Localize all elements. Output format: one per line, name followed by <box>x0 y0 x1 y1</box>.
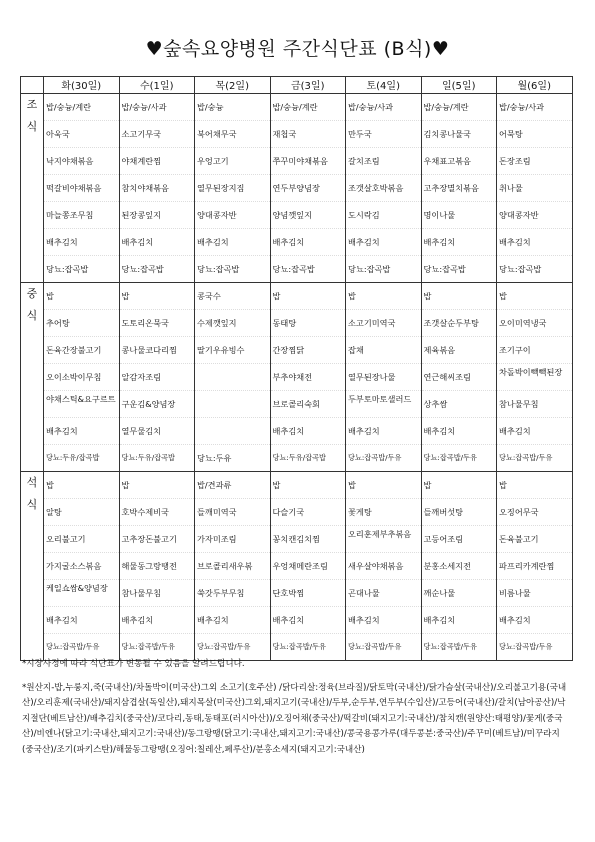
menu-item: 밥/견과류 <box>195 472 270 499</box>
menu-item: 배추김치 <box>497 418 572 445</box>
menu-item: 밥 <box>346 283 421 310</box>
menu-cell <box>44 94 120 283</box>
menu-cell <box>119 283 195 472</box>
menu-item: 배추김치 <box>44 418 119 445</box>
menu-item: 알탕 <box>44 499 119 526</box>
menu-item: 가자미조림 <box>195 526 270 553</box>
meal-label-char: 식 <box>26 498 38 511</box>
menu-item: 양념깻잎지 <box>271 202 346 229</box>
menu-item: 상추쌈 <box>422 391 497 418</box>
menu-item: 딸기우유빙수 <box>195 337 270 364</box>
menu-item: 양대콩자반 <box>497 202 572 229</box>
menu-item: 해물동그랑땡전 <box>120 553 195 580</box>
menu-item: 당뇨:잡곡밥 <box>499 264 542 274</box>
meal-label-char: 석 <box>26 476 38 489</box>
menu-item: 우엉채메란조림 <box>271 553 346 580</box>
menu-item: 가지굴소스볶음 <box>44 553 119 580</box>
notes-section <box>22 657 567 766</box>
menu-item: 명이나물 <box>422 202 497 229</box>
menu-item: 고추장멸치볶음 <box>422 175 497 202</box>
day-header: 화(30일) <box>44 77 120 94</box>
meal-row <box>21 94 573 283</box>
notice-text: *시장사정에 따라 식단표가 변동될 수 있음을 알려드립니다. <box>22 659 245 669</box>
menu-item: 알감자조림 <box>120 364 195 391</box>
menu-item: 배추김치 <box>422 418 497 445</box>
menu-item: 열무된장지짐 <box>195 175 270 202</box>
day-header: 일(5일) <box>421 77 497 94</box>
menu-item: 브로콜리새우볶 <box>195 553 270 580</box>
menu-item: 들깨미역국 <box>195 499 270 526</box>
menu-item: 배추김치 <box>120 607 195 634</box>
menu-item: 꽁치캔김치찜 <box>271 526 346 553</box>
menu-item: 밥/숭늉/사과 <box>346 94 421 121</box>
menu-item: 배추김치 <box>422 607 497 634</box>
meal-label-char: 식 <box>26 309 38 322</box>
menu-item: 호박수제비국 <box>120 499 195 526</box>
menu-item <box>195 364 270 391</box>
menu-cell <box>497 472 573 661</box>
menu-item: 간장찜닭 <box>271 337 346 364</box>
menu-item: 차돌박이빽빽된장 <box>497 364 572 391</box>
menu-item: 배추김치 <box>346 229 421 256</box>
page-title: ♥숲속요양병원 주간식단표 (B식)♥ <box>145 38 450 60</box>
menu-item: 배추김치 <box>346 418 421 445</box>
menu-item: 당뇨:잡곡밥/두유 <box>499 453 553 462</box>
menu-cell <box>119 94 195 283</box>
menu-item: 조갯살호박볶음 <box>346 175 421 202</box>
menu-item: 배추김치 <box>44 229 119 256</box>
meal-label-char: 조 <box>26 98 38 111</box>
menu-item: 밥 <box>120 472 195 499</box>
menu-item: 부추야채전 <box>271 364 346 391</box>
weekly-menu-table <box>20 76 573 661</box>
menu-cell <box>270 472 346 661</box>
menu-cell <box>195 94 271 283</box>
menu-item: 당뇨:잡곡밥/두유 <box>423 642 477 651</box>
menu-cell <box>195 472 271 661</box>
menu-item: 참나물무침 <box>497 391 572 418</box>
meal-label <box>21 472 44 661</box>
menu-item: 연두부양념장 <box>271 175 346 202</box>
menu-item: 밥/숭늉/사과 <box>497 94 572 121</box>
menu-item: 배추김치 <box>195 607 270 634</box>
menu-cell <box>44 283 120 472</box>
menu-item: 고등어조림 <box>422 526 497 553</box>
menu-cell <box>44 472 120 661</box>
menu-item: 오리불고기 <box>44 526 119 553</box>
menu-item: 참나물무침 <box>120 580 195 607</box>
day-header: 금(3일) <box>270 77 346 94</box>
menu-item: 당뇨:두유/잡곡밥 <box>121 453 175 462</box>
menu-cell <box>346 94 422 283</box>
menu-item: 고추장돈불고기 <box>120 526 195 553</box>
menu-item: 배추김치 <box>271 607 346 634</box>
meal-row <box>21 283 573 472</box>
menu-item: 돈육간장불고기 <box>44 337 119 364</box>
menu-item: 밥 <box>497 283 572 310</box>
menu-item: 밥/숭늉/계란 <box>422 94 497 121</box>
origin-text: *원산지-밥,누룽지,죽(국내산)/차돌박이(미국산)그외 소고기(호주산) /닭다리살:정육(브라질)/닭토막(국내산)/닭가슴살(국내산)/오리불고기용(국내산)/오리훈제(국내산)/돼지삼겹살(독일산),돼지목살(미국산)그외,돼지고기(국내산)/두부,순두부,연두부(수입산)/고등어(국내산)/갈치(남아공산)/낙지절단(베트남산)/배추김치(중국산)/코다리,동태,동태포(러시아산))/오징어채(중국산)/떡갈비(돼지고기:국내산)/참치캔(원양산:태평양)/꽃게(중국산)/비엔나(닭고기:국내산,돼지고기:국내산)/동그랑땡(닭고기:국내산,돼지고기:국내산)/콩국용콩가루(대두콩분:중국산)/주꾸미(베트남)/미꾸라지(중국산)/조기(파키스탄)/해물동그랑땡(오징어:칠레산,페루산)/분홍소세지(돼지고기:국내산) <box>22 682 567 755</box>
menu-item: 밥/숭늉/계란 <box>44 94 119 121</box>
menu-item: 밥 <box>497 472 572 499</box>
day-header-row <box>21 77 573 94</box>
menu-item: 꽃게탕 <box>346 499 421 526</box>
menu-cell <box>195 283 271 472</box>
day-header: 목(2일) <box>195 77 271 94</box>
menu-item: 배추김치 <box>271 229 346 256</box>
menu-item: 당뇨:잡곡밥 <box>348 264 391 274</box>
meal-label-char: 중 <box>26 287 38 300</box>
meal-row <box>21 472 573 661</box>
menu-item: 낙지야채볶음 <box>44 148 119 175</box>
menu-item: 당뇨:잡곡밥/두유 <box>121 642 175 651</box>
menu-item: 당뇨:잡곡밥 <box>121 264 164 274</box>
menu-item: 참치야채볶음 <box>120 175 195 202</box>
menu-item: 만두국 <box>346 121 421 148</box>
menu-item: 당뇨:두유 <box>197 453 232 463</box>
menu-item: 밥 <box>346 472 421 499</box>
menu-item: 당뇨:잡곡밥/두유 <box>423 453 477 462</box>
menu-item: 당뇨:잡곡밥 <box>423 264 466 274</box>
menu-item: 소고기무국 <box>120 121 195 148</box>
menu-item: 밥 <box>120 283 195 310</box>
menu-item: 야채스틱&요구르트 <box>44 391 119 418</box>
menu-item: 밥/숭늉 <box>195 94 270 121</box>
menu-item: 동태탕 <box>271 310 346 337</box>
menu-item: 열무된장나물 <box>346 364 421 391</box>
menu-item: 취나물 <box>497 175 572 202</box>
menu-item: 당뇨:잡곡밥/두유 <box>272 642 326 651</box>
menu-item: 제육볶음 <box>422 337 497 364</box>
menu-item: 배추김치 <box>120 229 195 256</box>
menu-item: 당뇨:두유/잡곡밥 <box>46 453 100 462</box>
menu-item: 당뇨:두유/잡곡밥 <box>272 453 326 462</box>
menu-item: 당뇨:잡곡밥 <box>46 264 89 274</box>
menu-item: 들깨버섯탕 <box>422 499 497 526</box>
menu-item: 조갯살순두부탕 <box>422 310 497 337</box>
menu-item: 곤대나물 <box>346 580 421 607</box>
menu-item: 김치콩나물국 <box>422 121 497 148</box>
menu-item: 연근해씨조림 <box>422 364 497 391</box>
menu-item: 당뇨:잡곡밥/두유 <box>348 642 402 651</box>
menu-item: 밥 <box>271 283 346 310</box>
menu-item: 수제깻잎지 <box>195 310 270 337</box>
menu-item: 콩국수 <box>195 283 270 310</box>
menu-item: 밥 <box>44 283 119 310</box>
menu-item: 배추김치 <box>271 418 346 445</box>
menu-item: 콩나물코다리찜 <box>120 337 195 364</box>
menu-item: 우엉고기 <box>195 148 270 175</box>
menu-item: 북어채무국 <box>195 121 270 148</box>
menu-item: 갈치조림 <box>346 148 421 175</box>
menu-item: 우채표고볶음 <box>422 148 497 175</box>
menu-cell <box>421 283 497 472</box>
menu-item: 재첩국 <box>271 121 346 148</box>
menu-item: 된장콩잎지 <box>120 202 195 229</box>
menu-item: 단호박찜 <box>271 580 346 607</box>
menu-item <box>195 391 270 418</box>
menu-item: 케일쇼쌈&양념장 <box>44 580 119 607</box>
menu-item: 오리훈제부추볶음 <box>346 526 421 553</box>
menu-item: 양대콩자반 <box>195 202 270 229</box>
menu-item: 마늘쫑조무침 <box>44 202 119 229</box>
menu-item: 소고기미역국 <box>346 310 421 337</box>
menu-item: 열무물김치 <box>120 418 195 445</box>
menu-item: 밥 <box>271 472 346 499</box>
day-header: 수(1일) <box>119 77 195 94</box>
menu-item: 밥 <box>422 283 497 310</box>
menu-item: 분홍소세지전 <box>422 553 497 580</box>
menu-item: 비름나물 <box>497 580 572 607</box>
menu-item: 도시락김 <box>346 202 421 229</box>
menu-item: 구운김&양념장 <box>120 391 195 418</box>
menu-item: 당뇨:잡곡밥 <box>272 264 315 274</box>
menu-cell <box>421 94 497 283</box>
menu-cell <box>270 94 346 283</box>
menu-item: 잡채 <box>346 337 421 364</box>
menu-item: 배추김치 <box>497 607 572 634</box>
menu-item: 당뇨:잡곡밥 <box>197 264 240 274</box>
menu-item: 새우살야채볶음 <box>346 553 421 580</box>
menu-item: 어묵탕 <box>497 121 572 148</box>
menu-item: 밥 <box>422 472 497 499</box>
day-header: 월(6일) <box>497 77 573 94</box>
meal-label <box>21 94 44 283</box>
menu-item: 배추김치 <box>497 229 572 256</box>
day-header: 토(4일) <box>346 77 422 94</box>
menu-item: 오이미역냉국 <box>497 310 572 337</box>
menu-item: 당뇨:잡곡밥/두유 <box>46 642 100 651</box>
menu-item: 쭈꾸미야채볶음 <box>271 148 346 175</box>
menu-item: 배추김치 <box>346 607 421 634</box>
menu-item: 두부토마토샐러드 <box>346 391 421 418</box>
menu-item: 도토리온묵국 <box>120 310 195 337</box>
menu-item: 야채계란찜 <box>120 148 195 175</box>
corner-cell <box>21 77 44 94</box>
menu-cell <box>119 472 195 661</box>
menu-cell <box>421 472 497 661</box>
menu-item: 아욱국 <box>44 121 119 148</box>
meal-label <box>21 283 44 472</box>
menu-item: 당뇨:잡곡밥/두유 <box>197 642 251 651</box>
menu-cell <box>346 472 422 661</box>
menu-cell <box>346 283 422 472</box>
menu-item: 오징어무국 <box>497 499 572 526</box>
menu-item: 조기구이 <box>497 337 572 364</box>
menu-item: 깨순나물 <box>422 580 497 607</box>
menu-cell <box>497 94 573 283</box>
menu-item: 밥/숭늉/사과 <box>120 94 195 121</box>
menu-item: 배추김치 <box>422 229 497 256</box>
menu-item: 쑥갓두부무침 <box>195 580 270 607</box>
menu-item <box>195 418 270 445</box>
meal-label-char: 식 <box>26 120 38 133</box>
menu-item: 돈육불고기 <box>497 526 572 553</box>
menu-item: 배추김치 <box>195 229 270 256</box>
menu-item: 오이소박이무침 <box>44 364 119 391</box>
menu-cell <box>270 283 346 472</box>
menu-item: 배추김치 <box>44 607 119 634</box>
menu-item: 돈장조림 <box>497 148 572 175</box>
menu-item: 추어탕 <box>44 310 119 337</box>
menu-item: 브로콜리숙회 <box>271 391 346 418</box>
menu-item: 파프리카계란찜 <box>497 553 572 580</box>
menu-item: 밥 <box>44 472 119 499</box>
menu-item: 다슬기국 <box>271 499 346 526</box>
menu-item: 떡갈비야채볶음 <box>44 175 119 202</box>
menu-item: 밥/숭늉/계란 <box>271 94 346 121</box>
menu-item: 당뇨:잡곡밥/두유 <box>499 642 553 651</box>
menu-item: 당뇨:잡곡밥/두유 <box>348 453 402 462</box>
menu-cell <box>497 283 573 472</box>
